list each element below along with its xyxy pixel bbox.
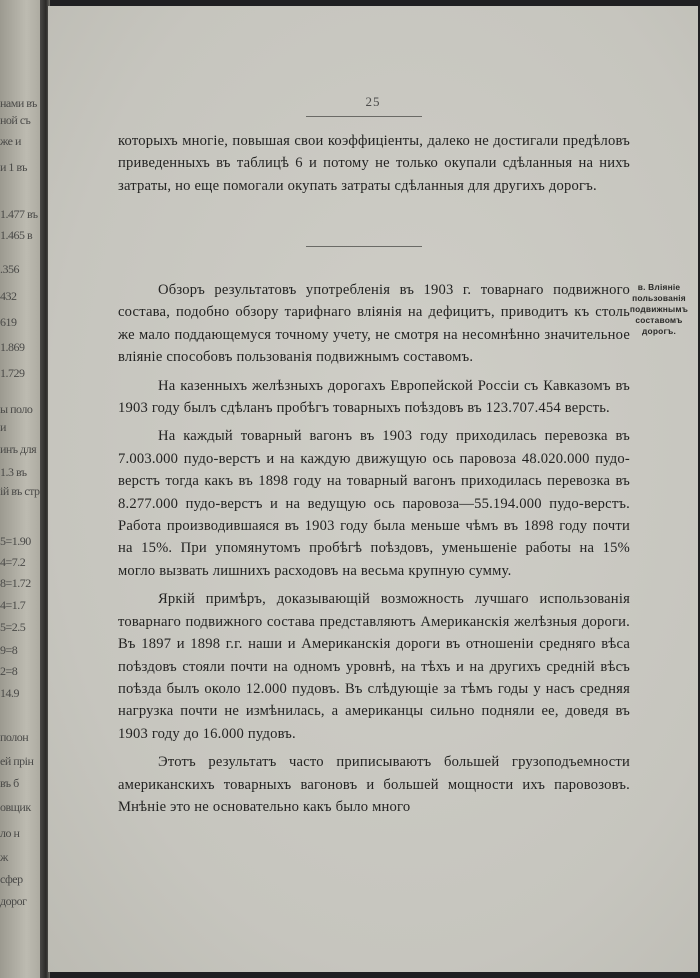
adjacent-page-fragment: и 1 въ	[0, 160, 27, 174]
adjacent-page-fragment: 14.9	[0, 686, 19, 700]
adjacent-page-fragment: .356	[0, 262, 19, 276]
section-divider	[306, 246, 422, 247]
paragraph: которыхъ многіе, повышая свои коэффиціенты, далеко не достигали предѣловъ приведенныхъ въ таблицѣ 6 и потому не только окупали сдѣланныя на нихъ затраты, но еще помогали окупать затраты сдѣланныя для другихъ дорогъ.	[118, 133, 630, 194]
adjacent-page-fragment: 4=7.2	[0, 555, 26, 569]
continued-paragraph	[118, 130, 630, 197]
paragraph: Яркій примѣръ, доказывающій возможность лучшаго использованія товарнаго подвижного состава представляютъ Американскія желѣзныя дороги. Въ 1897 и 1898 г.г. наши и Американскія дороги въ отношеніи средняго вѣса поѣздовъ стояли почти на одномъ уровнѣ, на тѣхъ и на другихъ средній вѣсъ поѣзда былъ около 12.000 пудовъ. Въ слѣдующіе за тѣмъ годы у насъ средняя нагрузка почти не измѣнилась, а американцы сильно подняли ее, доведя въ 1903 году до 16.000 пудовъ.	[118, 591, 630, 742]
adjacent-page-fragment: 1.465 в	[0, 228, 33, 242]
adjacent-page-fragment: 1.3 въ	[0, 465, 27, 479]
adjacent-page-fragment: ы поло	[0, 402, 33, 416]
adjacent-page-fragment: сфер	[0, 872, 23, 886]
adjacent-page-fragment: ной съ	[0, 113, 31, 127]
adjacent-page-fragment: 1.477 въ	[0, 207, 38, 221]
book-page	[48, 6, 698, 972]
adjacent-page-fragment: ей прін	[0, 754, 34, 768]
adjacent-page-fragment: 619	[0, 315, 17, 329]
section-body	[118, 279, 630, 818]
adjacent-page-fragment: овщик	[0, 800, 31, 814]
adjacent-page-fragment: 5=2.5	[0, 620, 26, 634]
margin-note: в. Вліяніе пользованія подвижнымъ составомъ дорогъ.	[629, 282, 689, 336]
adjacent-page-fragment: 4=1.7	[0, 598, 26, 612]
adjacent-page-fragment: 2=8	[0, 664, 18, 678]
adjacent-page-fragment: инъ для	[0, 442, 37, 456]
adjacent-page-fragment: дорог	[0, 894, 27, 908]
adjacent-page-fragment: ій въ стр	[0, 484, 40, 498]
page-number: 25	[365, 94, 381, 109]
adjacent-page-fragment: 432	[0, 289, 17, 303]
header-rule	[306, 116, 422, 117]
adjacent-page-fragment: въ б	[0, 776, 19, 790]
adjacent-page-fragment: 5=1.90	[0, 534, 31, 548]
paragraph: На казенныхъ желѣзныхъ дорогахъ Европейской Россіи съ Кавказомъ въ 1903 году былъ сдѣланъ пробѣгъ товарныхъ поѣздовъ въ 123.707.454 версть.	[118, 377, 630, 417]
adjacent-page-fragment: 9=8	[0, 643, 18, 657]
adjacent-page-fragment: 1.729	[0, 366, 25, 380]
paragraph: Обзоръ результатовъ употребленія въ 1903 г. товарнаго подвижного состава, подобно обзору тарифнаго вліянія на дефицитъ, приводитъ къ столь же мало поддающемуся точному учету, не смотря на несомнѣнно значительное вліяніе способовъ пользованія подвижнымъ составомъ.	[118, 282, 630, 366]
paragraph: На каждый товарный вагонъ въ 1903 году приходилась перевозка въ 7.003.000 пудо-верстъ и на каждую движущую ось паровоза 48.020.000 пудо-верстъ тогда какъ въ 1898 году на товарный вагонъ приходилась перевозка въ 8.277.000 пудо-верстъ и на ведущую ось паровоза—55.194.000 пудо-верстъ. Работа производившаяся въ 1903 году была меньше чѣмъ въ 1898 году почти на 15%. При упомянутомъ пробѣгѣ поѣздовъ, уменьшеніе работы на 15% могло вызвать лишнихъ расходовъ на весьма крупную сумму.	[118, 428, 630, 579]
adjacent-page-fragment: ж	[0, 850, 8, 864]
adjacent-page-fragment: полон	[0, 730, 29, 744]
paragraph: Этотъ результатъ часто приписываютъ большей грузоподъемности американскихъ товарныхъ вагоновъ и большей мощности ихъ паровозовъ. Мнѣніе это не основательно какъ было много	[118, 754, 630, 815]
adjacent-page-fragment: ло н	[0, 826, 20, 840]
adjacent-page-fragment: и	[0, 420, 6, 434]
adjacent-page-fragment: же и	[0, 134, 21, 148]
adjacent-page-fragment: нами въ	[0, 96, 37, 110]
adjacent-page-strip	[0, 0, 44, 978]
adjacent-page-fragment: 1.869	[0, 340, 25, 354]
adjacent-page-fragment: 8=1.72	[0, 576, 31, 590]
